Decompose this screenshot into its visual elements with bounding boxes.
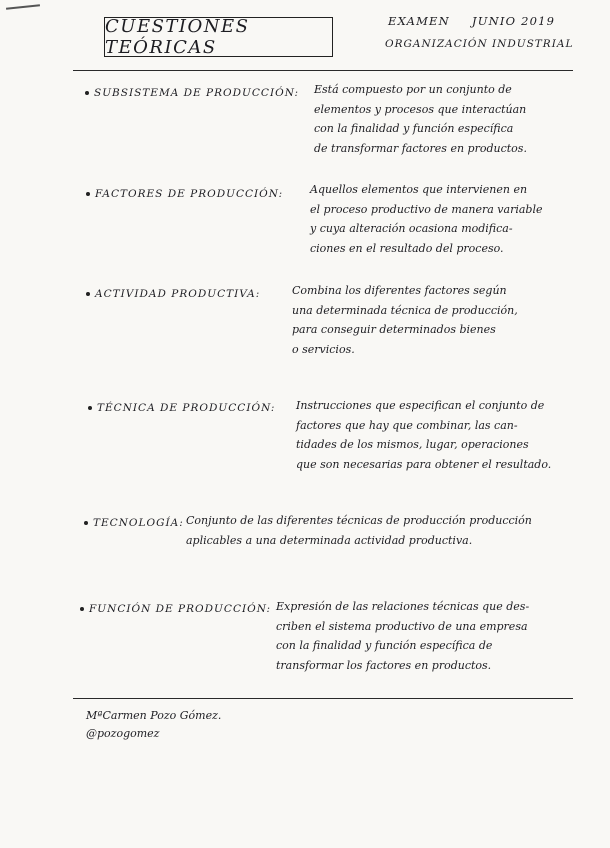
term-label: SUBSISTEMA DE PRODUCCIÓN:: [94, 87, 300, 99]
definition-subsistema: [314, 80, 527, 158]
subject-label: ORGANIZACIÓN INDUSTRIAL: [385, 38, 574, 50]
definition-factores: [310, 180, 542, 258]
definition-line: aplicables a una determinada actividad productiva.: [186, 533, 473, 547]
term-label: FUNCIÓN DE PRODUCCIÓN:: [89, 603, 272, 615]
exam-date: JUNIO 2019: [471, 14, 556, 28]
definition-line: con la finalidad y función específica de: [276, 639, 493, 652]
title-box: [104, 17, 333, 57]
definition-line: tidades de los mismos, lugar, operaciones: [296, 438, 529, 451]
definition-line: para conseguir determinados bienes: [292, 323, 496, 336]
definition-tecnologia: [186, 511, 532, 550]
definition-line: el proceso productivo de manera variable: [310, 202, 543, 216]
definition-actividad: [292, 281, 518, 359]
definition-line: o servicios.: [292, 342, 355, 356]
bullet-icon: [84, 521, 88, 525]
definition-line: con la finalidad y función específica: [314, 122, 514, 135]
term-subsistema: [85, 87, 299, 99]
top-divider: [73, 70, 573, 71]
exam-header: [388, 14, 555, 28]
page-title: CUESTIONES TEÓRICAS: [105, 16, 250, 58]
term-label: ACTIVIDAD PRODUCTIVA:: [95, 288, 261, 300]
definition-line: elementos y procesos que interactúan: [314, 102, 527, 116]
term-actividad: [86, 288, 260, 300]
term-label: TECNOLOGÍA:: [93, 517, 184, 529]
definition-line: Instrucciones que especifican el conjunto de: [296, 399, 545, 412]
definition-funcion: [276, 597, 529, 675]
definition-line: Está compuesto por un conjunto de: [314, 83, 512, 96]
term-label: FACTORES DE PRODUCCIÓN:: [95, 188, 284, 200]
pen-stroke-mark: [6, 4, 40, 10]
term-label: TÉCNICA DE PRODUCCIÓN:: [97, 402, 276, 414]
definition-line: una determinada técnica de producción,: [292, 303, 518, 317]
definition-line: transformar los factores en productos.: [276, 658, 492, 672]
term-funcion: [80, 603, 271, 615]
bottom-divider: [73, 698, 573, 699]
definition-line: Conjunto de las diferentes técnicas de producción producción: [186, 514, 532, 527]
bullet-icon: [85, 91, 89, 95]
exam-label: EXAMEN: [388, 14, 450, 28]
term-factores: [86, 188, 283, 200]
author-handle: @pozogomez: [86, 727, 160, 740]
term-tecnica: [88, 402, 275, 414]
definition-line: factores que hay que combinar, las can-: [296, 418, 518, 432]
definition-line: ciones en el resultado del proceso.: [310, 241, 504, 255]
definition-tecnica: [296, 396, 551, 474]
definition-line: Expresión de las relaciones técnicas que des-: [276, 600, 530, 613]
bullet-icon: [86, 292, 90, 296]
bullet-icon: [88, 406, 92, 410]
definition-line: Aquellos elementos que intervienen en: [310, 183, 528, 196]
bullet-icon: [86, 192, 90, 196]
definition-line: de transformar factores en productos.: [314, 141, 527, 155]
author-name: MªCarmen Pozo Gómez.: [86, 709, 222, 722]
definition-line: y cuya alteración ocasiona modifica-: [310, 222, 513, 235]
bullet-icon: [80, 607, 84, 611]
term-tecnologia: [84, 517, 184, 529]
definition-line: Combina los diferentes factores según: [292, 284, 507, 297]
definition-line: que son necesarias para obtener el resultado.: [296, 457, 552, 471]
definition-line: criben el sistema productivo de una empresa: [276, 619, 528, 633]
